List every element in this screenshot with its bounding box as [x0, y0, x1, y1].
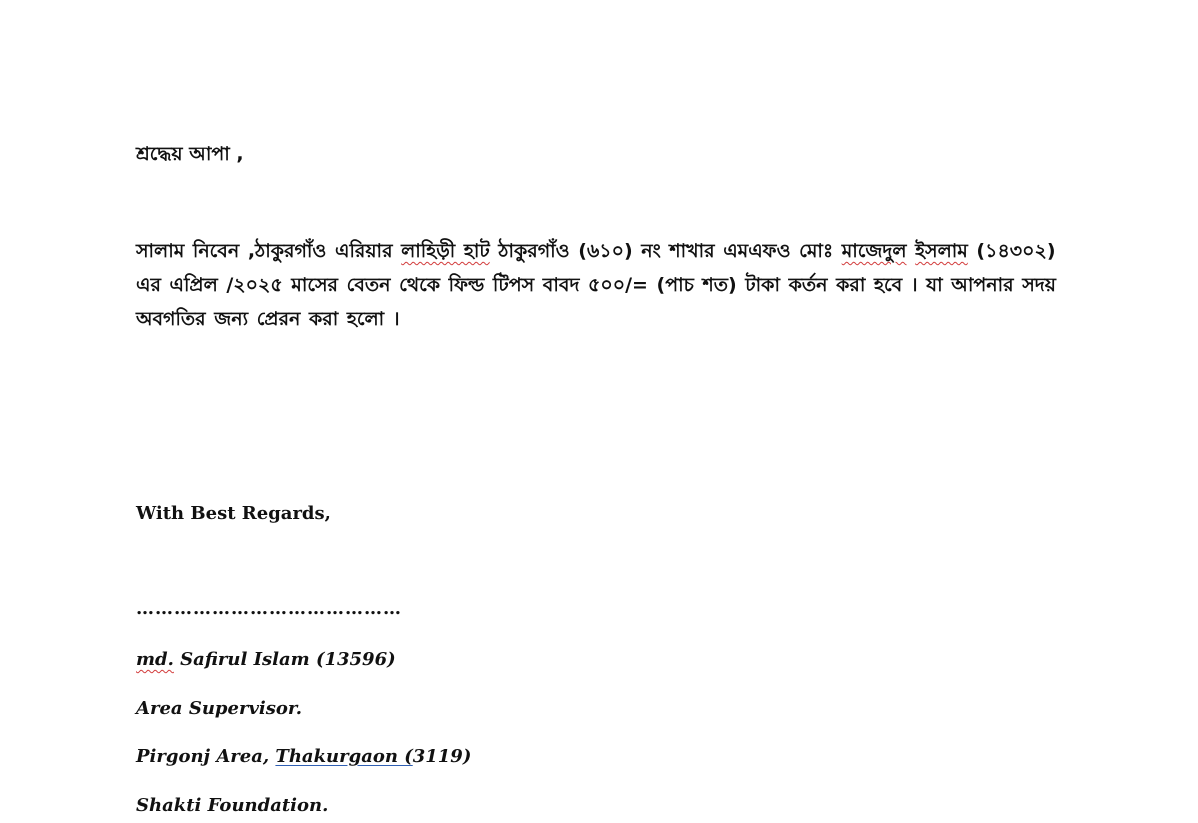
area-hyperlink[interactable]: Thakurgaon ( [275, 746, 413, 767]
signatory-title: Area Supervisor. [136, 698, 302, 719]
signature-dotted-line: …………………………………… [136, 598, 402, 619]
body-text-1: সালাম নিবেন ,ঠাকুরগাঁও এরিয়ার [136, 240, 402, 262]
area-suffix: 3119) [412, 746, 472, 767]
closing-line: With Best Regards, [136, 503, 331, 524]
area-prefix: Pirgonj Area, [136, 746, 276, 767]
signatory-name [136, 649, 396, 670]
body-text-2: ঠাকুরগাঁও (৬১০) নং শাখার এমএফও মোঃ [489, 240, 842, 262]
body-text-4: (১৪৩০২) এর এপ্রিল /২০২৫ মাসের বেতন থেকে ফিল্ড টিপস বাবদ ৫০০/= (পাচ শত) টাকা কর্তন করা হবে । যা আপনার সদয় অবগতির জন্য প্রেরন করা হলো । [136, 240, 1056, 330]
spellcheck-flagged-word[interactable]: ইসলাম [915, 240, 968, 262]
signatory-name-rest: Safirul Islam (13596) [173, 649, 396, 670]
spellcheck-flagged-word[interactable]: মাজেদুল [841, 240, 907, 262]
spellcheck-flagged-word[interactable]: md. [136, 649, 174, 670]
body-text-3 [907, 240, 916, 262]
organization-name: Shakti Foundation. [136, 795, 329, 816]
spellcheck-flagged-word[interactable]: লাহিড়ী হাট [401, 240, 490, 262]
body-paragraph [136, 234, 1076, 336]
salutation: শ্রদ্ধেয় আপা , [136, 143, 244, 165]
signatory-area [136, 746, 471, 767]
